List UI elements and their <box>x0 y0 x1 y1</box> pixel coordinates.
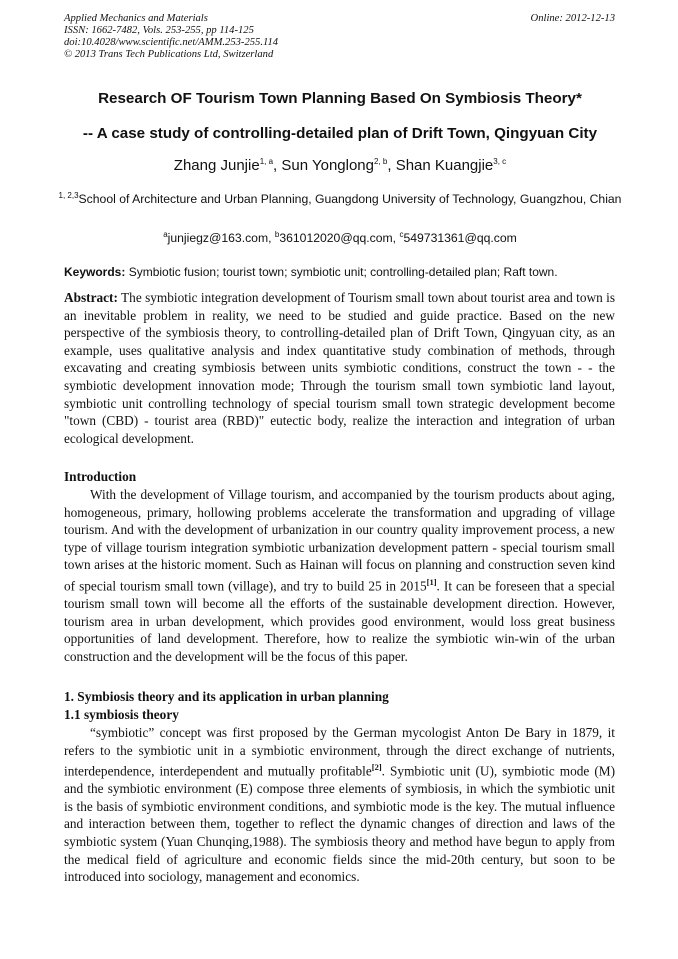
citation: [2] <box>371 762 382 773</box>
paper-subtitle: -- A case study of controlling-detailed plan of Drift Town, Qingyuan City <box>82 125 598 142</box>
doi: doi:10.4028/www.scientific.net/AMM.253-255.114 <box>64 37 279 48</box>
paper-title: Research OF Tourism Town Planning Based On Symbiosis Theory* <box>98 90 582 107</box>
affiliation <box>50 187 630 208</box>
symbiosis-paragraph <box>64 724 615 886</box>
author-sup: 3, c <box>493 157 507 166</box>
author-sup: 2, b <box>374 157 388 166</box>
email-sup: b <box>274 230 280 239</box>
copyright: © 2013 Trans Tech Publications Ltd, Switzerland <box>64 49 274 60</box>
paragraph-text: . It can be foreseen that a special tourism small town will become all the efforts of the sustainable development direction. However, tourism area in urban development, which provides good environment, would loss great business opportunities of land development. Therefore, how to realize the symbiotic win-win of the urban construction and the development will be the focus of this paper. <box>64 578 615 664</box>
email[interactable]: 549731361@qq.com <box>403 231 517 246</box>
paragraph-text: . Symbiotic unit (U), symbiotic mode (M) and the symbiotic environment (E) compose three elements of symbiosis, in which the symbiotic unit is the basis of symbiotic environment conditions, and symbiotic mode is the key. The mutual influence and interaction between them, together to reflect the dynamic changes of direction and laws of the symbiotic system (Yuan Chunqing,1988). The symbiosis theory and method have begun to apply from the medical field of agriculture and economic fields since the mid-20th century, but soon to be introduced into sociology, management and economics. <box>64 763 615 885</box>
online-date: Online: 2012-12-13 <box>530 13 615 24</box>
author-sup: 1, a <box>259 157 274 166</box>
author: Sun Yonglong <box>281 157 374 174</box>
abstract-label: Abstract: <box>64 290 118 305</box>
authors: Zhang Junjie$^{1, a}$, Sun Yonglong$^{2, b}$, Shan Kuangjie$^{3, c}$ <box>173 157 507 174</box>
journal-name: Applied Mechanics and Materials <box>64 13 208 24</box>
author: Zhang Junjie <box>173 157 260 174</box>
journal-header <box>64 13 615 61</box>
section-heading: 1. Symbiosis theory and its application in urban planning <box>64 689 389 704</box>
introduction-paragraph <box>64 486 615 665</box>
introduction-heading: Introduction <box>64 469 137 484</box>
author: Shan Kuangjie <box>395 157 494 174</box>
keywords-label: Keywords: <box>64 265 126 279</box>
keywords-text: Symbiotic fusion; tourist town; symbiotic unit; controlling-detailed plan; Raft town. <box>125 265 558 279</box>
citation: [1] <box>426 576 437 587</box>
abstract <box>64 289 615 447</box>
emails <box>40 230 640 245</box>
issn: ISSN: 1662-7482, Vols. 253-255, pp 114-125 <box>64 25 254 36</box>
affiliation-sup: 1, 2,3 <box>58 191 79 200</box>
subsection-heading: 1.1 symbiosis theory <box>64 707 179 722</box>
paragraph-text: With the development of Village tourism, and accompanied by the tourism products about aging, homogeneous, primary, hollowing problems accelerate the transformation and upgrading of village tourism. And with the development of urbanization in our country quality improvement process, a new type of village tourism integration symbiotic urbanization development pattern - special tourism small town arises at the historic moment. Such as Hainan will focus on planning and construction seven kind of special tourism small town (village), and try to build 25 in 2015 <box>64 487 615 594</box>
paragraph-text: “symbiotic” concept was first proposed by the German mycologist Anton De Bary in 1879, it refers to the symbiotic unit in a symbiotic environment, through the direct exchange of nutrients, interdependence, interdependent and mutually profitable <box>64 725 615 779</box>
abstract-text: The symbiotic integration development of Tourism small town about tourist area and town is an inevitable problem in reality, we need to be studied and guide practice. Based on the new perspective of the symbiosis theory, to controlling-detailed plan of Drift Town, Qingyuan city, as an example, uses qualitative analysis and index quantitative study combination of methods, through excavating and creating symbiosis between units symbiotic conditions, construct the town - - the symbiotic development innovation mode; Through the tourism small town symbiotic land layout, symbiotic unit controlling technology of special tourism small town strategic development become "town (CBD) - tourist area (RBD)" eutectic body, realize the interaction and integration of urban ecological development. <box>64 290 615 446</box>
keywords <box>64 265 615 279</box>
affiliation-text: School of Architecture and Urban Planning, Guangdong University of Technology, Guangzhou, Chian <box>78 192 622 207</box>
email-sup: c <box>399 230 404 239</box>
email-sup: a <box>163 230 168 239</box>
email[interactable]: junjiegz@163.com, <box>167 231 275 246</box>
email[interactable]: 361012020@qq.com, <box>279 231 400 246</box>
